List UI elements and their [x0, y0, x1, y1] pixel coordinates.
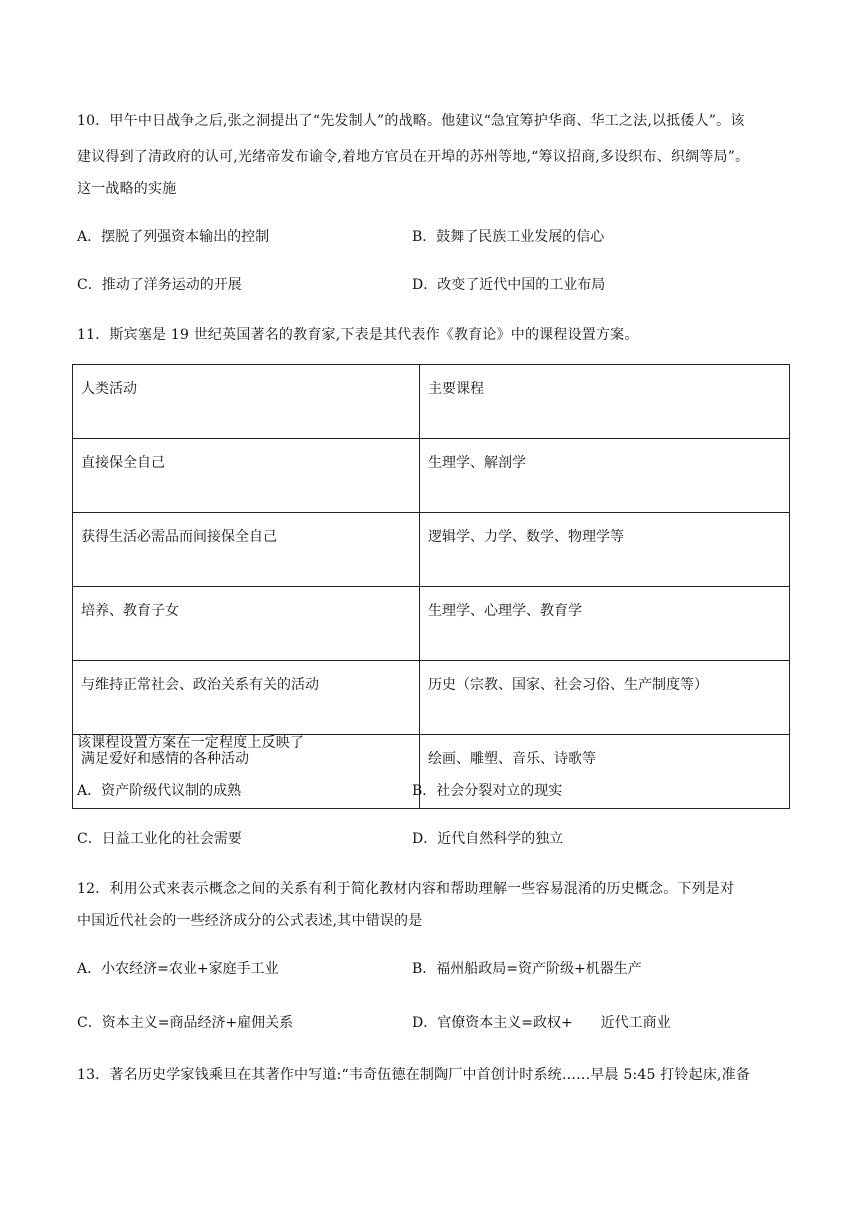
q12-stem-line-2: 中国近代社会的一些经济成分的公式表述,其中错误的是	[77, 913, 423, 929]
table-header-cell: 人类活动	[73, 365, 420, 439]
table-cell: 绘画、雕塑、音乐、诗歌等	[420, 735, 790, 809]
q13-stem-line-1: 13．著名历史学家钱乘旦在其著作中写道:“韦奇伍德在制陶厂中首创计时系统……早晨 5:45 打铃起床,准备	[77, 1067, 751, 1083]
table-cell: 与维持正常社会、政治关系有关的活动	[73, 661, 420, 735]
q10-stem-line-3: 这一战略的实施	[77, 181, 177, 197]
table-cell: 直接保全自己	[73, 439, 420, 513]
q12-option-b: B．福州船政局=资产阶级+机器生产	[412, 961, 642, 977]
q10-option-c: C．推动了洋务运动的开展	[77, 277, 242, 293]
table-cell: 生理学、解剖学	[420, 439, 790, 513]
q11-stem-line-1: 11．斯宾塞是 19 世纪英国著名的教育家,下表是其代表作《教育论》中的课程设置方案。	[77, 327, 639, 343]
q12-option-d: D．官僚资本主义=政权+ 近代工商业	[412, 1015, 671, 1031]
table-cell: 获得生活必需品而间接保全自己	[73, 513, 420, 587]
q12-option-c: C．资本主义=商品经济+雇佣关系	[77, 1015, 294, 1031]
table-cell: 满足爱好和感情的各种活动	[73, 735, 420, 809]
q11-option-c: C．日益工业化的社会需要	[77, 831, 242, 847]
table-cell: 历史（宗教、国家、社会习俗、生产制度等）	[420, 661, 790, 735]
q11-option-b: B．社会分裂对立的现实	[412, 783, 563, 799]
q10-option-a: A．摆脱了列强资本输出的控制	[77, 229, 270, 245]
table-row	[73, 587, 790, 661]
table-row	[73, 439, 790, 513]
q11-option-d: D．近代自然科学的独立	[412, 831, 564, 847]
table-cell: 培养、教育子女	[73, 587, 420, 661]
table-header-row	[73, 365, 790, 439]
q10-stem-line-2: 建议得到了清政府的认可,光绪帝发布谕令,着地方官员在开埠的苏州等地,“筹议招商,多设织布、织绸等局”。	[77, 149, 750, 165]
table-cell: 逻辑学、力学、数学、物理学等	[420, 513, 790, 587]
q10-stem-line-1: 10．甲午中日战争之后,张之洞提出了“先发制人”的战略。他建议“急宜筹护华商、华工之法,以抵倭人”。该	[77, 113, 745, 129]
q11-stem-line-2: 该课程设置方案在一定程度上反映了	[77, 735, 305, 751]
table-row	[73, 513, 790, 587]
q10-option-d: D．改变了近代中国的工业布局	[412, 277, 606, 293]
table-cell: 生理学、心理学、教育学	[420, 587, 790, 661]
q12-option-a: A．小农经济=农业+家庭手工业	[77, 961, 279, 977]
q11-option-a: A．资产阶级代议制的成熟	[77, 783, 242, 799]
q12-stem-line-1: 12．利用公式来表示概念之间的关系有利于简化教材内容和帮助理解一些容易混淆的历史概念。下列是对	[77, 881, 735, 897]
q10-option-b: B．鼓舞了民族工业发展的信心	[412, 229, 605, 245]
table-header-cell: 主要课程	[420, 365, 790, 439]
table-row	[73, 661, 790, 735]
